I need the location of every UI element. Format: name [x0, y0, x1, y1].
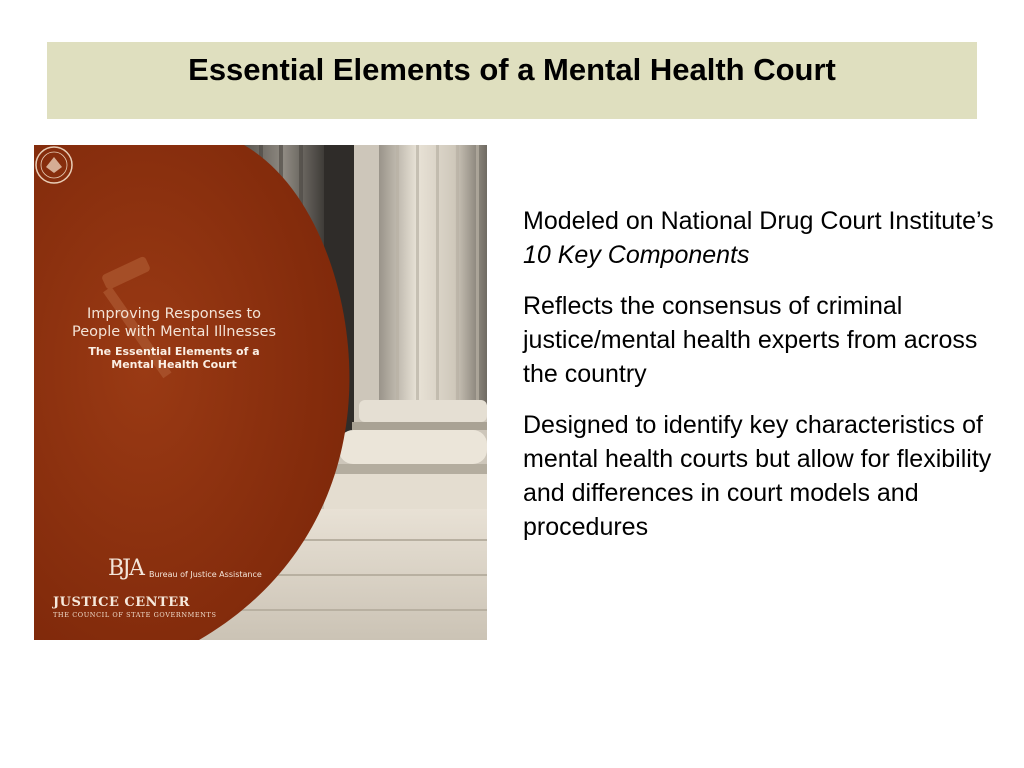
bullet-text: Designed to identify key characteristics of mental health courts but allow for flexibility and differences in court models and procedures	[523, 411, 992, 541]
bullet-emphasis: 10 Key Components	[523, 241, 750, 269]
cover-title-line1: Improving Responses to	[86, 306, 262, 322]
bullet-text: Modeled on National Drug Court Institute’s	[523, 207, 994, 235]
slide-title: Essential Elements of a Mental Health Court	[188, 52, 836, 87]
bja-logo: BJA	[108, 556, 143, 581]
cover-subtitle	[34, 345, 314, 371]
justice-center-logo: JUSTICE CENTER	[53, 595, 190, 610]
cover-background	[34, 145, 487, 640]
bullet-item	[523, 289, 1018, 391]
report-cover-image	[34, 145, 487, 640]
cover-title	[34, 305, 314, 341]
bullet-text: Reflects the consensus of criminal justice/mental health experts from across the country	[523, 292, 978, 388]
doj-seal-icon	[34, 145, 74, 185]
bullet-list	[523, 204, 1018, 561]
cover-subtitle-line2: Mental Health Court	[111, 358, 237, 371]
bullet-item	[523, 408, 1018, 544]
justice-center-subtitle: THE COUNCIL OF STATE GOVERNMENTS	[53, 611, 217, 619]
bullet-item	[523, 204, 1018, 272]
title-band	[47, 42, 977, 119]
cover-title-line2: People with Mental Illnesses	[71, 324, 276, 340]
cover-subtitle-line1: The Essential Elements of a	[88, 345, 260, 358]
bja-name: Bureau of Justice Assistance	[149, 570, 262, 579]
